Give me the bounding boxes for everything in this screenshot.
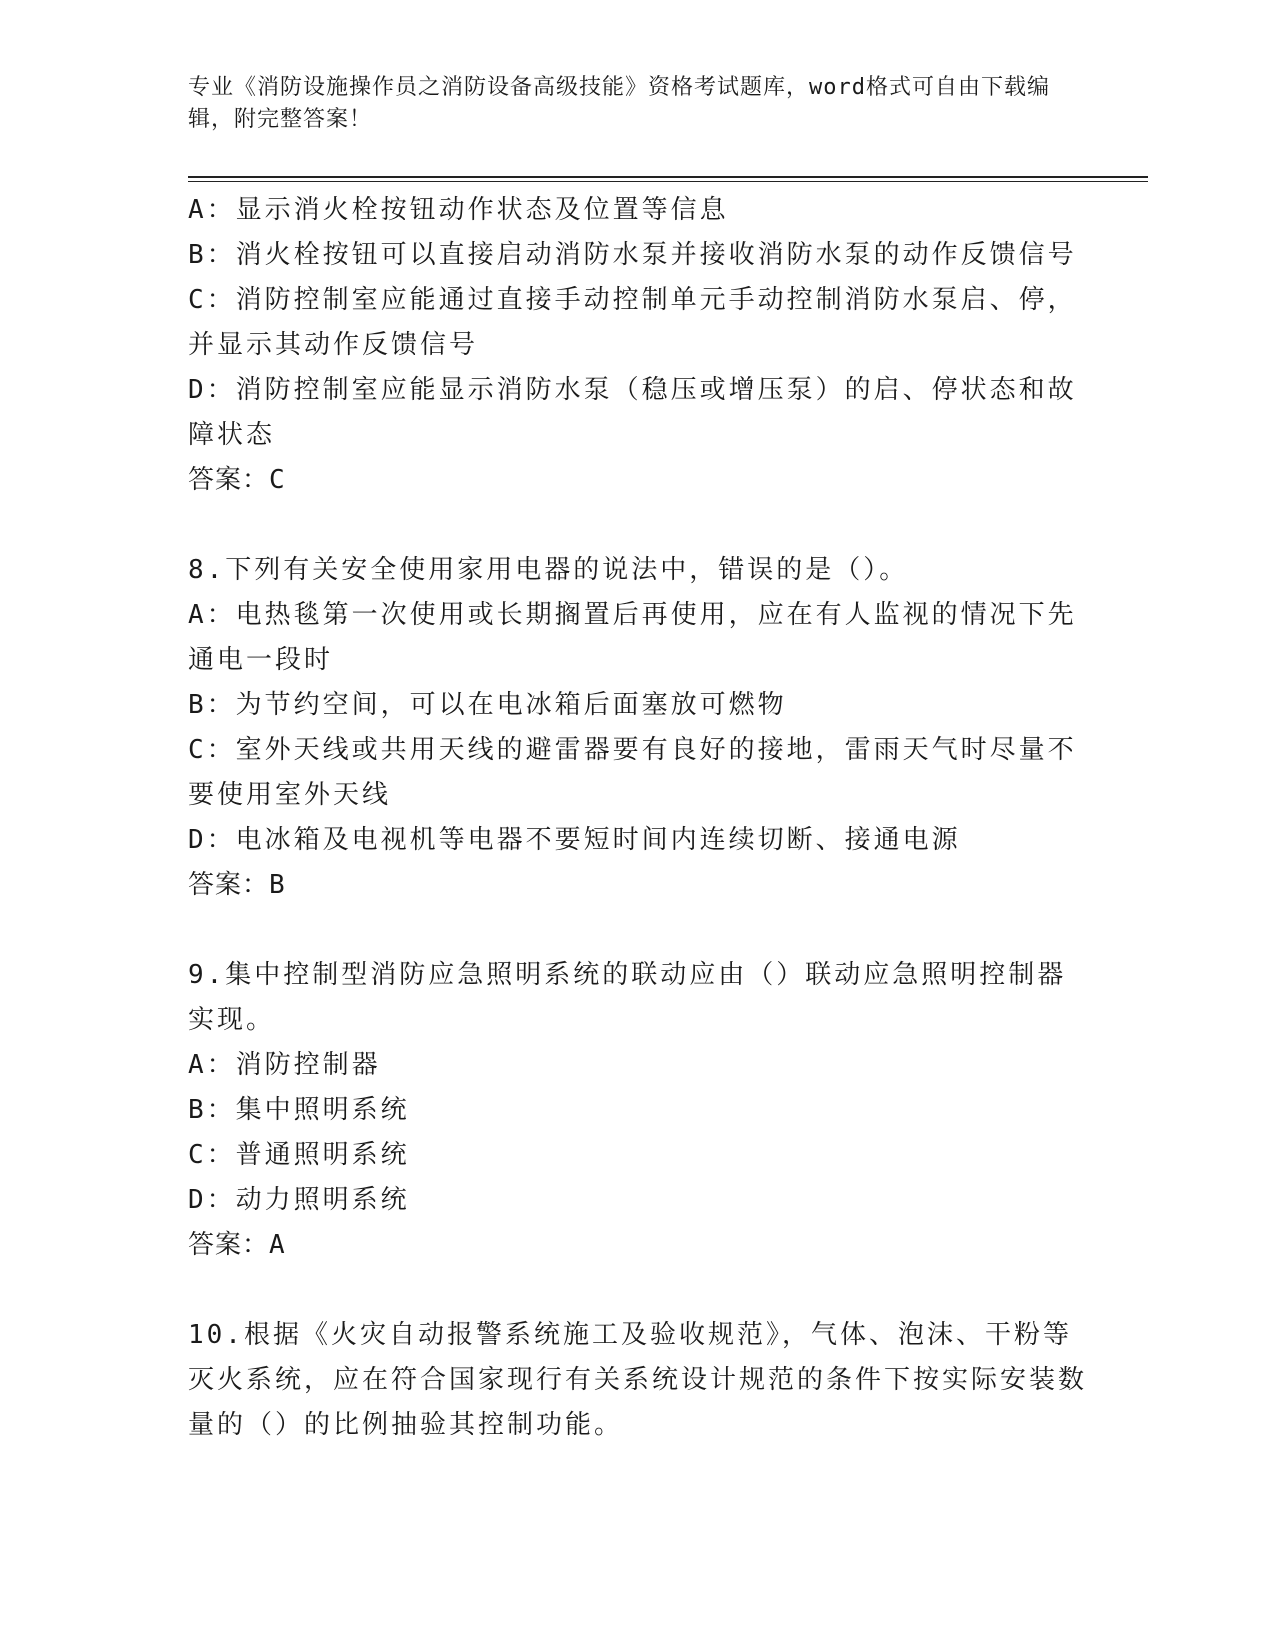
question-8-stem: 8.下列有关安全使用家用电器的说法中，错误的是（）。 [188, 555, 909, 585]
question-7-option-c: C：消防控制室应能通过直接手动控制单元手动控制消防水泵启、停，并显示其动作反馈信号 [188, 285, 1077, 360]
answer-label: 答案： [188, 870, 270, 900]
question-10-block [188, 1313, 1088, 1448]
question-7-answer [188, 458, 1088, 503]
answer-value: B [269, 870, 286, 900]
answer-value: A [269, 1230, 286, 1260]
document-header [188, 72, 1078, 136]
question-8-answer [188, 863, 1088, 908]
question-9-answer [188, 1223, 1088, 1268]
question-8-option-c: C：室外天线或共用天线的避雷器要有良好的接地，雷雨天气时尽量不要使用室外天线 [188, 735, 1077, 810]
header-text: 专业《消防设施操作员之消防设备高级技能》资格考试题库，word格式可自由下载编辑，附完整答案！ [188, 75, 1050, 132]
header-divider-thin [188, 181, 1148, 182]
question-8-block [188, 548, 1088, 908]
question-9-option-d: D：动力照明系统 [188, 1185, 410, 1215]
question-8-option-a: A：电热毯第一次使用或长期搁置后再使用，应在有人监视的情况下先通电一段时 [188, 600, 1077, 675]
question-9-option-b: B：集中照明系统 [188, 1095, 410, 1125]
answer-label: 答案： [188, 465, 270, 495]
question-7-option-a: A：显示消火栓按钮动作状态及位置等信息 [188, 195, 729, 225]
spacer [188, 503, 1088, 548]
question-9-option-c: C：普通照明系统 [188, 1140, 410, 1170]
question-9-stem: 9.集中控制型消防应急照明系统的联动应由（）联动应急照明控制器实现。 [188, 960, 1067, 1035]
question-9-option-a: A：消防控制器 [188, 1050, 381, 1080]
question-10-stem: 10.根据《火灾自动报警系统施工及验收规范》，气体、泡沫、干粉等灭火系统，应在符合国家现行有关系统设计规范的条件下按实际安装数量的（）的比例抽验其控制功能。 [188, 1320, 1088, 1440]
question-7-block [188, 188, 1088, 503]
question-9-block [188, 953, 1088, 1268]
question-content [188, 188, 1088, 1448]
question-7-option-b: B：消火栓按钮可以直接启动消防水泵并接收消防水泵的动作反馈信号 [188, 240, 1077, 270]
answer-label: 答案： [188, 1230, 270, 1260]
spacer [188, 908, 1088, 953]
spacer [188, 1268, 1088, 1313]
answer-value: C [269, 465, 286, 495]
question-7-option-d: D：消防控制室应能显示消防水泵（稳压或增压泵）的启、停状态和故障状态 [188, 375, 1077, 450]
question-8-option-d: D：电冰箱及电视机等电器不要短时间内连续切断、接通电源 [188, 825, 961, 855]
header-divider-thick [188, 176, 1148, 178]
question-8-option-b: B：为节约空间，可以在电冰箱后面塞放可燃物 [188, 690, 787, 720]
